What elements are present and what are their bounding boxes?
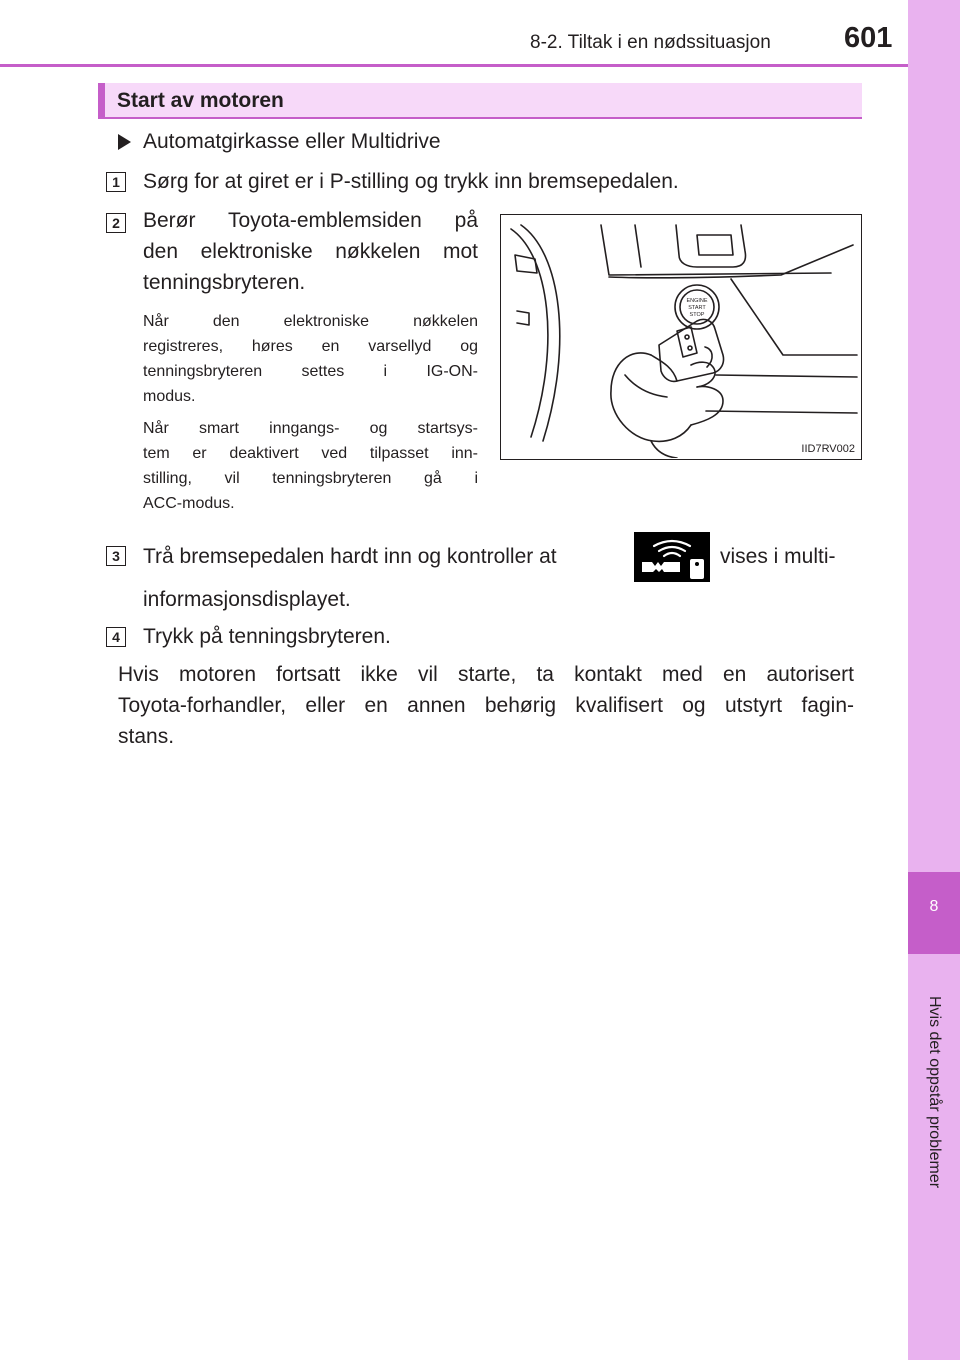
paragraph-line: stans. [118, 725, 175, 748]
step-2-line: Berør Toyota-emblemsiden på [143, 209, 478, 232]
step-3-text-before: Trå bremsepedalen hardt inn og kontroller at [143, 545, 557, 568]
step-3-text-after: vises i multi- [720, 545, 836, 568]
note-line: modus. [143, 388, 196, 405]
smart-key-illustration [500, 214, 862, 460]
step-1-text: Sørg for at giret er i P-stilling og trykk inn bremsepedalen. [143, 170, 679, 193]
bullet-heading: Automatgirkasse eller Multidrive [143, 130, 441, 153]
note-line: Når den elektroniske nøkkelen [143, 313, 478, 330]
step-3-text-line2: informasjonsdisplayet. [143, 588, 351, 611]
illustration-code: IID7RV002 [801, 443, 855, 455]
step-4-text: Trykk på tenningsbryteren. [143, 625, 391, 648]
step-number-1: 1 [106, 172, 126, 192]
page-number: 601 [844, 22, 893, 54]
step-number-4: 4 [106, 627, 126, 647]
triangle-bullet-icon [118, 134, 131, 150]
note-line: stilling, vil tenningsbryteren gå i [143, 470, 478, 487]
chapter-number: 8 [929, 898, 939, 915]
section-heading: Start av motoren [117, 89, 284, 112]
note-line: tenningsbryteren settes i IG-ON- [143, 363, 478, 380]
step-2-line: den elektroniske nøkkelen mot [143, 240, 478, 263]
note-line: registreres, høres en varsellyd og [143, 338, 478, 355]
paragraph-line: Hvis motoren fortsatt ikke vil starte, ta kontakt med en autorisert [118, 663, 854, 686]
step-2-line: tenningsbryteren. [143, 271, 306, 294]
chapter-title: Hvis det oppstår problemer [926, 995, 943, 1189]
button-label-line: ENGINE [686, 298, 708, 304]
section-title: 8-2. Tiltak i en nødssituasjon [530, 32, 771, 53]
dashboard-hand-key-drawing [501, 215, 860, 458]
button-label-line: STOP [689, 312, 705, 318]
header-rule [0, 64, 908, 67]
paragraph-line: Toyota-forhandler, eller en annen behørig kvalifisert og utstyrt fagin- [118, 694, 854, 717]
step-number-3: 3 [106, 546, 126, 566]
note-line: ACC-modus. [143, 495, 235, 512]
button-label-line: START [688, 305, 706, 311]
section-heading-bar [98, 83, 862, 119]
note-line: tem er deaktivert ved tilpasset inn- [143, 445, 478, 462]
smart-key-indicator-icon [634, 532, 710, 582]
step-number-2: 2 [106, 213, 126, 233]
note-line: Når smart inngangs- og startsys- [143, 420, 478, 437]
